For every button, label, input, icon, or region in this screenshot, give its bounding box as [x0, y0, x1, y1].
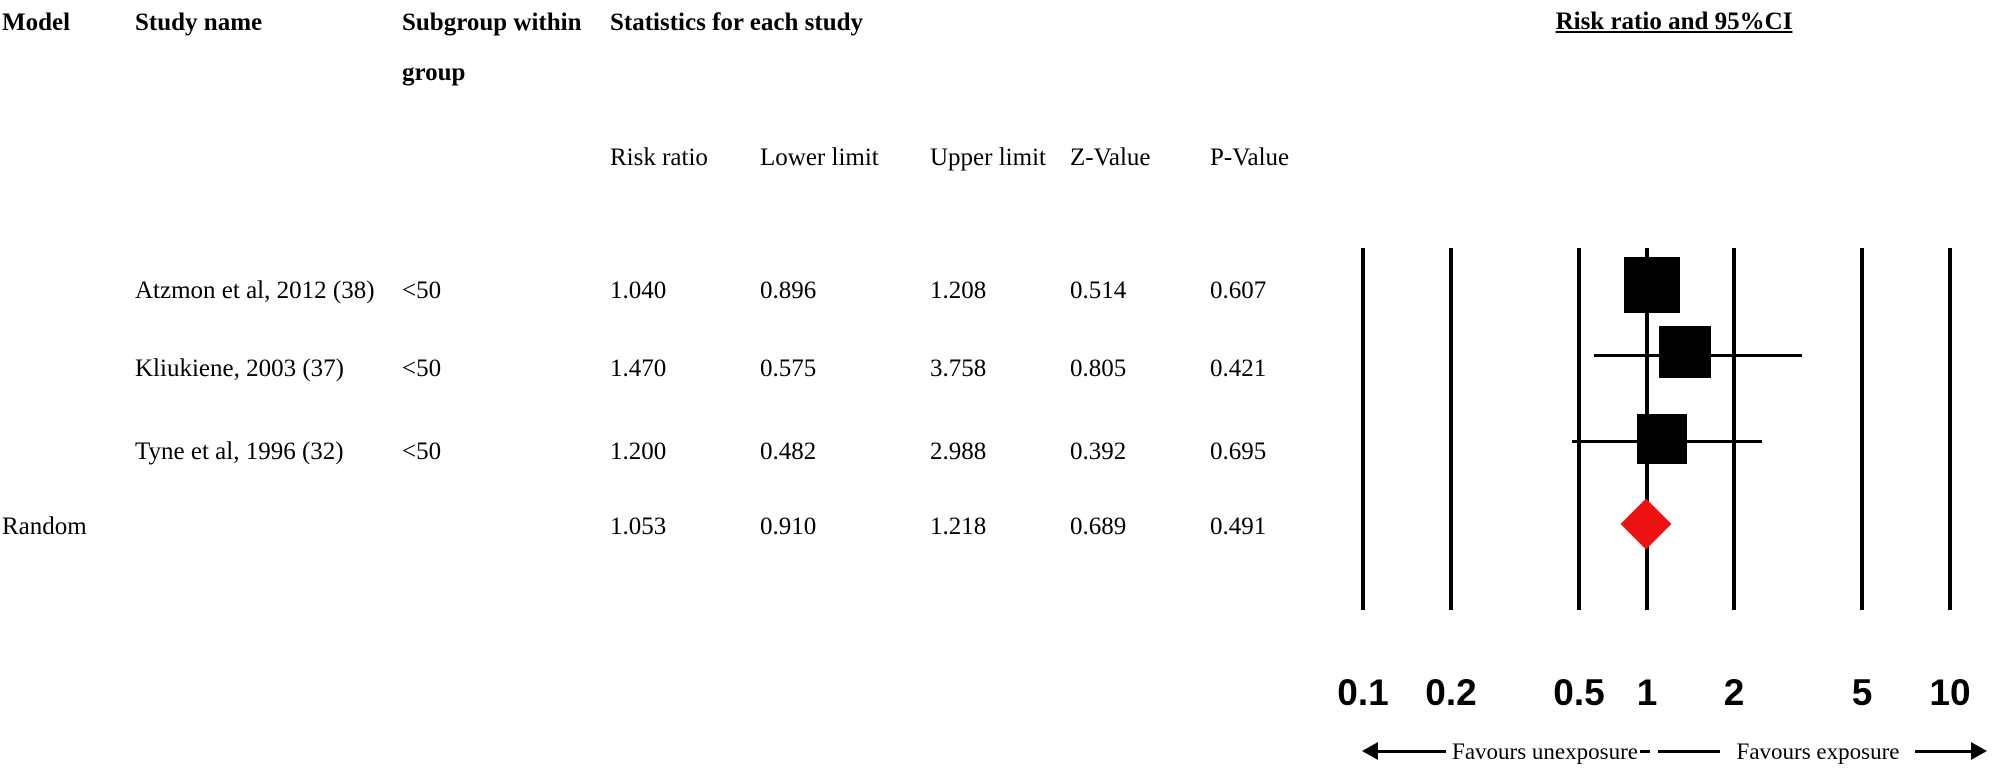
effect-size-box: [1624, 257, 1680, 313]
axis-line-0-1: [1361, 248, 1365, 610]
table-row: 0.896: [760, 277, 817, 304]
x-tick-label: 1: [1636, 672, 1658, 713]
right-arrow-line-left-seg: [1658, 750, 1720, 753]
summary-row-z: 0.689: [1070, 513, 1127, 540]
favours-exposure-label: Favours exposure: [1736, 739, 1900, 764]
axis-line-10: [1948, 248, 1952, 610]
plot-title: Risk ratio and 95%CI: [1555, 8, 1793, 35]
table-row: 0.695: [1210, 438, 1267, 465]
header-model: Model: [2, 9, 71, 36]
axis-line-0-5: [1577, 248, 1581, 610]
x-tick-label: 5: [1851, 672, 1873, 713]
table-row: 1.208: [930, 277, 987, 304]
effect-size-box: [1659, 326, 1711, 378]
x-tick-label: 0.1: [1337, 672, 1389, 713]
table-row: 0.607: [1210, 277, 1267, 304]
table-row: 1.470: [610, 355, 667, 382]
table-row: 1.200: [610, 438, 667, 465]
favours-unexposure-label: Favours unexposure: [1452, 739, 1638, 764]
subheader-lower-limit: Lower limit: [760, 144, 879, 171]
header-study-name: Study name: [135, 9, 263, 36]
subheader-upper-limit: Upper limit: [930, 144, 1046, 171]
summary-row-model: Random: [2, 513, 87, 540]
table-row: 0.392: [1070, 438, 1127, 465]
header-subgroup-l1: Subgroup within: [402, 9, 582, 36]
subheader-p-value: P-Value: [1210, 144, 1290, 171]
x-axis-tick-labels: [1337, 672, 2008, 716]
x-tick-label: 2: [1723, 672, 1745, 713]
header-subgroup-l2: group: [402, 59, 466, 86]
table-row: 0.482: [760, 438, 817, 465]
left-arrow-line: [1378, 750, 1446, 753]
summary-row-upper: 1.218: [930, 513, 987, 540]
right-arrow-icon: [1971, 742, 1987, 760]
summary-row-lower: 0.910: [760, 513, 817, 540]
subheader-z-value: Z-Value: [1070, 144, 1151, 171]
table-row: <50: [402, 438, 442, 465]
summary-effect-diamond: [1621, 499, 1672, 550]
x-tick-label: 0.2: [1425, 672, 1477, 713]
summary-row-risk-ratio: 1.053: [610, 513, 667, 540]
table-row: 0.805: [1070, 355, 1127, 382]
table-row: <50: [402, 355, 442, 382]
table-row: 0.421: [1210, 355, 1267, 382]
table-row: 1.040: [610, 277, 667, 304]
table-row: 0.514: [1070, 277, 1127, 304]
subheader-risk-ratio: Risk ratio: [610, 144, 708, 171]
x-tick-label: 0.5: [1553, 672, 1605, 713]
forest-plot-panel: [1337, 0, 2008, 777]
table-row: Atzmon et al, 2012 (38): [135, 277, 375, 304]
axis-line-2: [1732, 248, 1736, 610]
table-row: 0.575: [760, 355, 817, 382]
x-tick-label: 10: [1929, 672, 1971, 713]
left-arrow-line-right-seg: [1640, 750, 1650, 753]
axis-line-0-2: [1449, 248, 1453, 610]
left-arrow-icon: [1362, 742, 1378, 760]
table-row: 2.988: [930, 438, 987, 465]
table-row: 3.758: [930, 355, 987, 382]
header-statistics: Statistics for each study: [610, 9, 864, 36]
table-row: <50: [402, 277, 442, 304]
effect-size-box: [1637, 414, 1687, 464]
right-arrow-line: [1915, 750, 1971, 753]
axis-line-5: [1860, 248, 1864, 610]
summary-row-p: 0.491: [1210, 513, 1267, 540]
table-row: Tyne et al, 1996 (32): [135, 438, 344, 465]
table-row: Kliukiene, 2003 (37): [135, 355, 344, 382]
